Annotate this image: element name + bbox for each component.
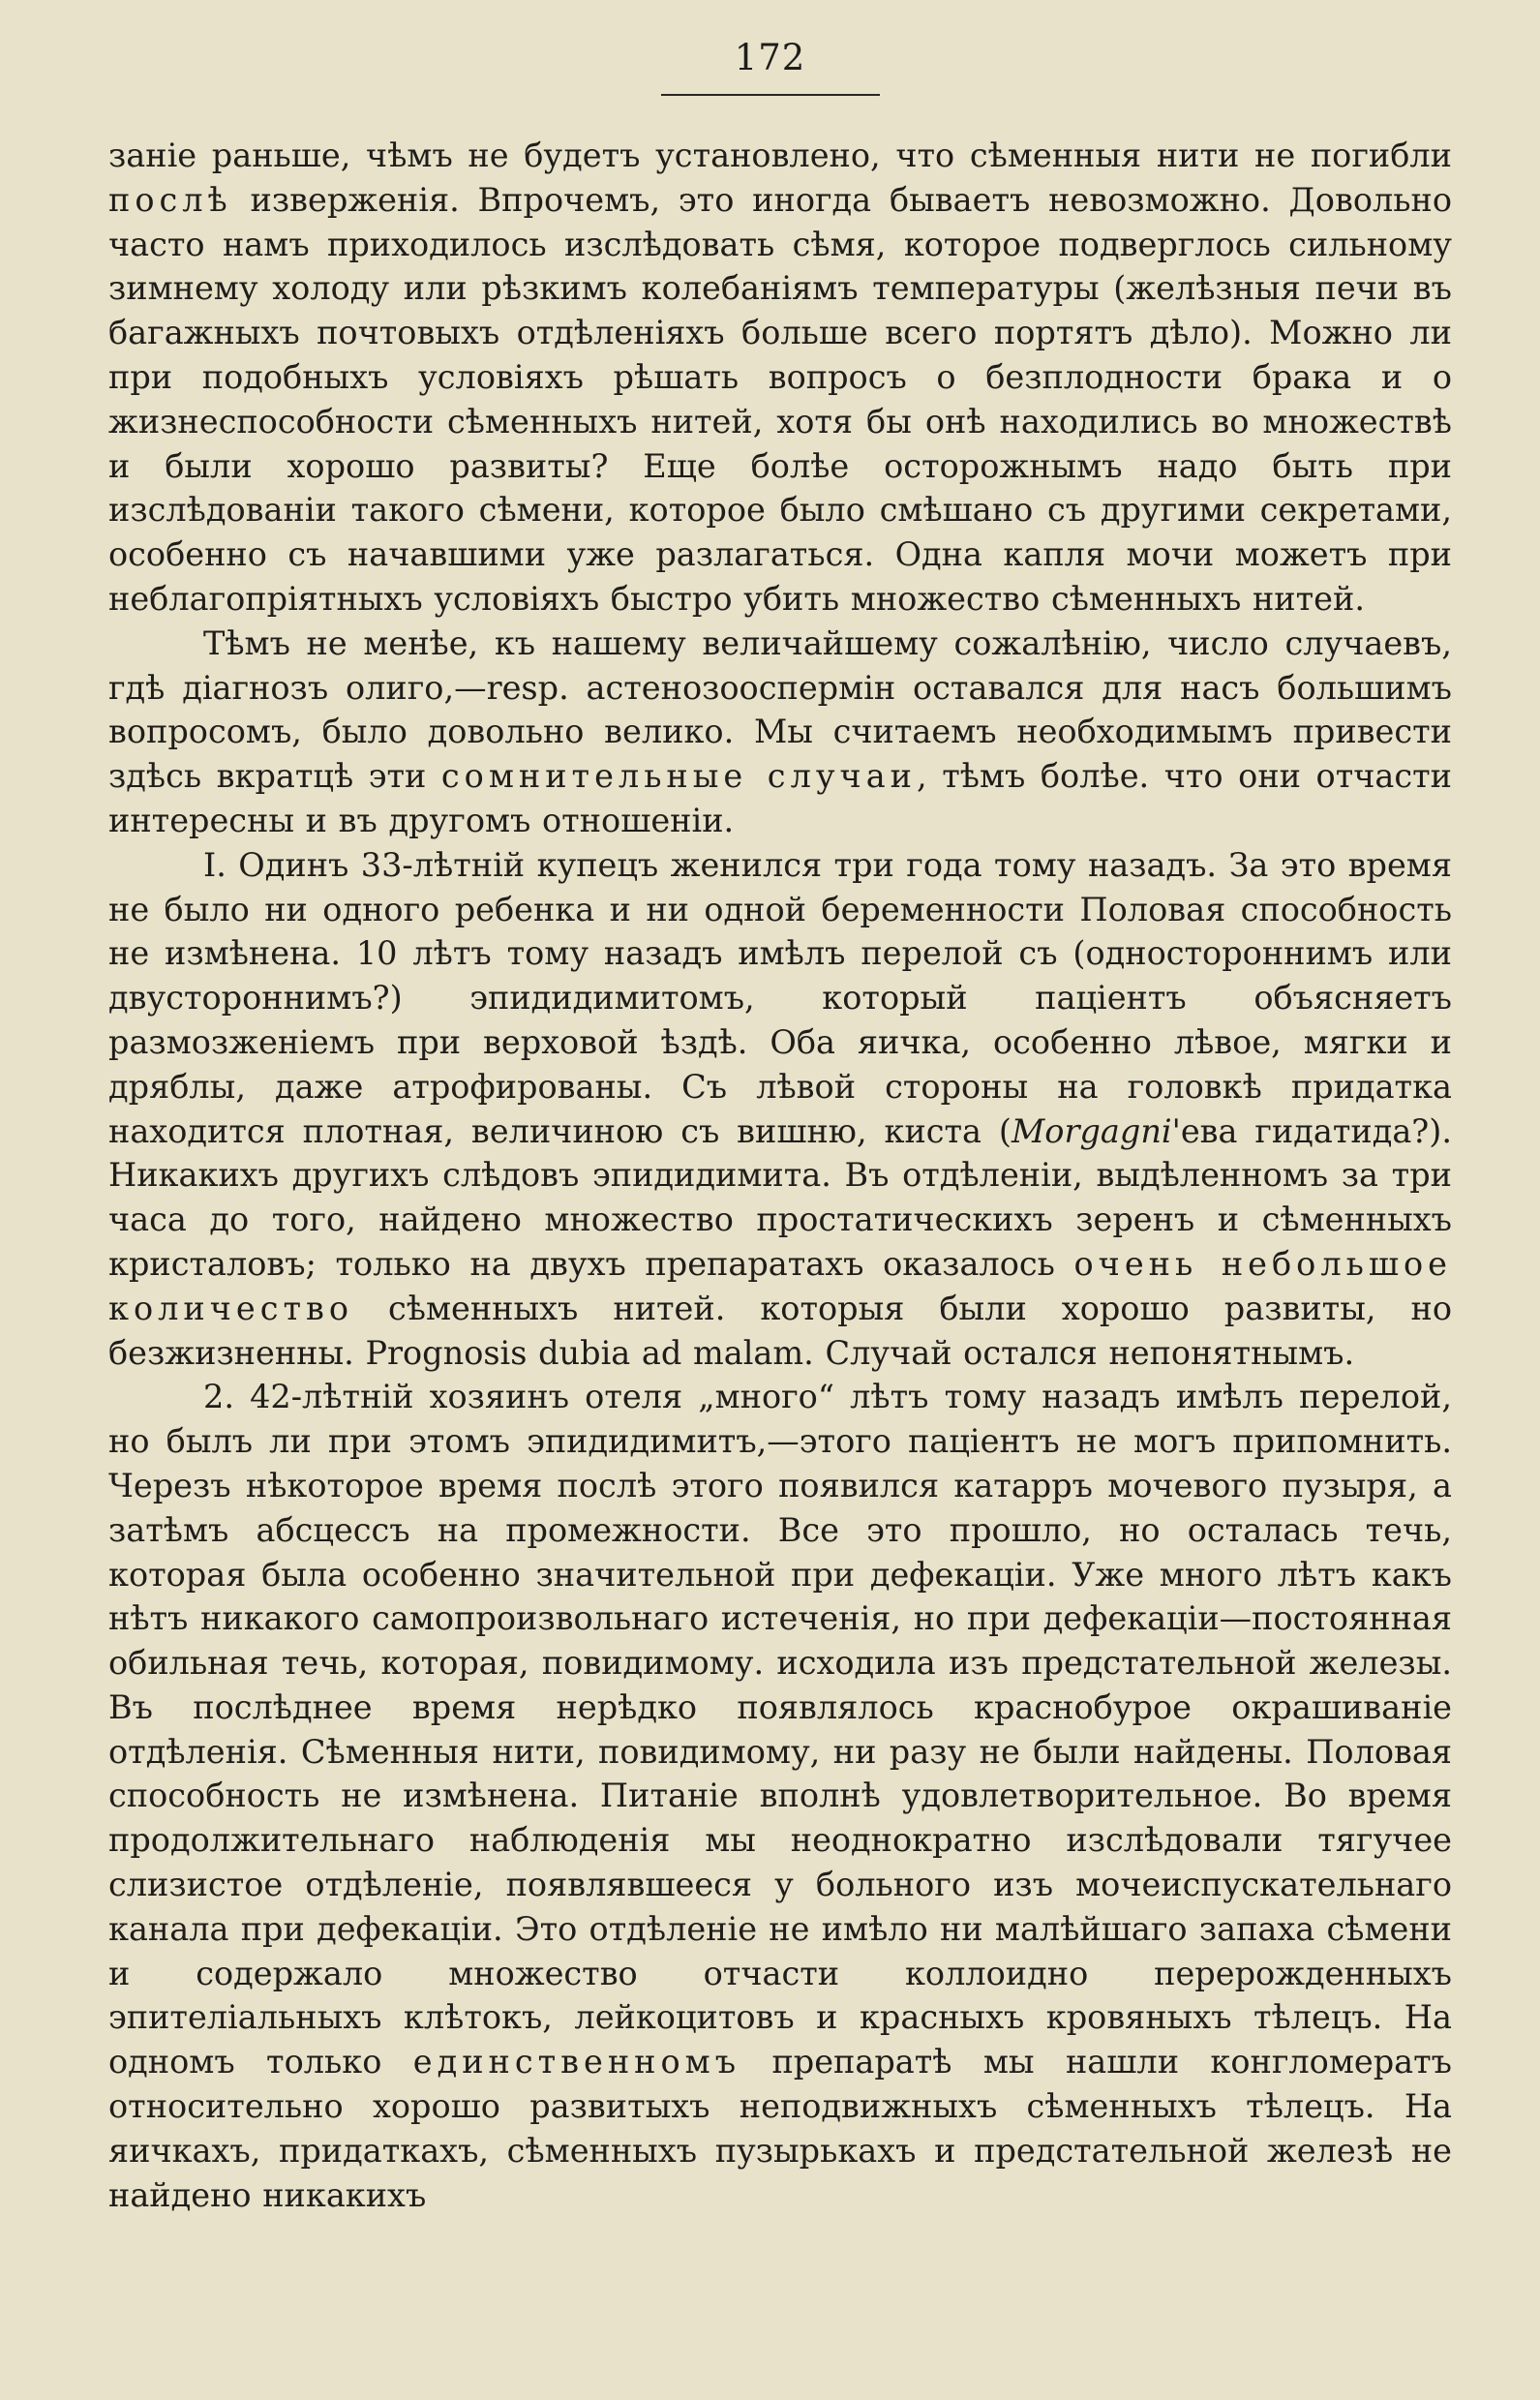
paragraph-case-1 [108,843,1452,1376]
spaced-emphasis: послѣ [108,180,232,219]
paragraph-2 [108,622,1452,843]
page-number: 172 [734,37,806,78]
spaced-emphasis: единственномъ [412,2043,741,2081]
paragraph-1 [108,134,1452,622]
text-run: препаратѣ мы нашли конгломератъ относительно хорошо развитыхъ неподвижныхъ сѣменныхъ тѣлецъ. На яичкахъ, придаткахъ, сѣменныхъ пузырькахъ и предстательной железѣ не найдено никакихъ [108,2043,1452,2214]
text-run: изверженія. Впрочемъ, это иногда бываетъ невозможно. Довольно часто намъ приходилось изслѣдовать сѣмя, которое подверглось сильному зимнему холоду или рѣзкимъ колебаніямъ температуры (желѣзныя печи въ багажныхъ почтовыхъ отдѣленіяхъ больше всего портятъ дѣло). Можно ли при подобныхъ условіяхъ рѣшать вопросъ о безплодности брака и о жизнеспособности сѣменныхъ нитей, хотя бы онѣ находились во множествѣ и были хорошо развиты? Еще болѣе осторожнымъ надо быть при изслѣдованіи такого сѣмени, которое было смѣшано съ другими секретами, особенно съ начавшими уже разлагаться. Одна капля мочи можетъ при неблагопріятныхъ условіяхъ быстро убить множество сѣменныхъ нитей. [108,180,1452,618]
text-run: заніе раньше, чѣмъ не будетъ установлено, что сѣменныя нити не погибли [108,137,1452,174]
spaced-emphasis: очень небольшое количество [108,1244,1452,1327]
text-run: , тѣмъ болѣе. что они отчасти интересны и въ другомъ отношеніи. [108,757,1452,839]
text-run: Тѣмъ не менѣе, къ нашему величайшему сожалѣнію, число случаевъ, гдѣ діагнозъ олиго,—resp. астенозооспермін оставался для насъ большимъ вопросомъ, было довольно велико. Мы считаемъ необходимымъ привести здѣсь вкратцѣ эти [108,623,1452,796]
text-run: I. Одинъ 33-лѣтній купецъ женился три года тому назадъ. За это время не было ни одного ребенка и ни одной беременности Половая способность не измѣнена. 10 лѣтъ тому назадъ имѣлъ перелой съ (одностороннимъ или двустороннимъ?) эпидидимитомъ, который паціентъ объясняетъ размозженіемъ при верховой ѣздѣ. Оба яичка, особенно лѣвое, мягки и дряблы, даже атрофированы. Съ лѣвой стороны на головкѣ придатка находится плотная, величиною съ вишню, киста ( [108,845,1452,1150]
text-run: 2. 42-лѣтній хозяинъ отеля „много“ лѣтъ тому назадъ имѣлъ перелой, но былъ ли при этомъ эпидидимитъ,—этого паціентъ не могъ припомнить. Черезъ нѣкоторое время послѣ этого появился катарръ мочевого пузыря, а затѣмъ абсцессъ на промежности. Все это прошло, но осталась течь, которая была особенно значительной при дефекаціи. Уже много лѣтъ какъ нѣтъ никакого самопроизвольнаго истеченія, но при дефекаціи—постоянная обильная течь, которая, повидимому. исходила изъ предстательной железы. Въ послѣднее время нерѣдко появлялось краснобурое окрашиваніе отдѣленія. Сѣменныя нити, повидимому, ни разу не были найдены. Половая способность не измѣнена. Питаніе вполнѣ удовлетворительное. Во время продолжительнаго наблюденія мы неоднократно изслѣдовали тягучее слизистое отдѣленіе, появлявшееся у больного изъ мочеиспускательнаго канала при дефекаціи. Это отдѣленіе не имѣло ни малѣйшаго запаха сѣмени и содержало множество отчасти коллоидно перерожденныхъ эпителіальныхъ клѣтокъ, лейкоцитовъ и красныхъ кровяныхъ тѣлецъ. На одномъ только [108,1378,1452,2081]
spaced-emphasis: сомнительные случаи [440,757,918,796]
paragraph-case-2 [108,1375,1452,2217]
text-run: 'ева гидатида?). Никакихъ другихъ слѣдовъ эпидидимита. Въ отдѣленіи, выдѣленномъ за три часа до того, найдено множество простатическихъ зеренъ и сѣменныхъ кристаловъ; только на двухъ препаратахъ оказалось [108,1111,1452,1283]
text-run: сѣменныхъ нитей. которыя были хорошо развиты, но безжизненны. Prognosis dubia ad malam. Случай остался непонятнымъ. [108,1289,1452,1372]
header-rule [661,94,880,96]
body-text [108,134,1452,2217]
italic-name: Morgagni [1011,1111,1172,1150]
